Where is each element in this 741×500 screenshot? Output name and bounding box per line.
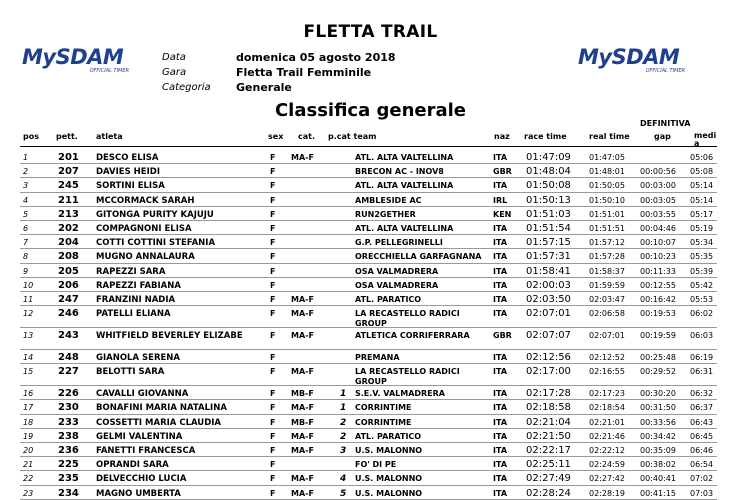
cell-media: 06:03 xyxy=(690,331,714,341)
cell-sex: F xyxy=(270,266,276,276)
cell-media: 06:19 xyxy=(690,353,714,363)
cell-pos: 5 xyxy=(23,209,29,219)
cell-gap: 00:04:46 xyxy=(640,223,676,233)
cell-naz: ITA xyxy=(493,389,508,399)
cell-pcat: 1 xyxy=(340,389,347,400)
cell-real-time: 02:06:58 xyxy=(589,309,625,319)
cell-gap: 00:03:05 xyxy=(640,195,676,205)
cell-sex: F xyxy=(270,252,276,262)
cell-atleta: FRANZINI NADIA xyxy=(96,294,176,305)
cell-atleta: GELMI VALENTINA xyxy=(96,431,183,442)
cell-pett: 201 xyxy=(58,152,79,163)
cell-race-time: 01:48:04 xyxy=(526,166,571,178)
data-label: Data xyxy=(162,52,186,63)
cell-naz: GBR xyxy=(493,331,512,341)
cell-pos: 4 xyxy=(23,195,29,205)
cell-pcat: 4 xyxy=(340,474,347,485)
cell-real-time: 01:50:10 xyxy=(589,195,625,205)
col-header-real-time: real time xyxy=(589,132,630,141)
table-row xyxy=(0,193,741,207)
table-row xyxy=(0,306,741,328)
cell-cat: MB-F xyxy=(291,389,314,399)
cell-real-time: 01:57:28 xyxy=(589,252,625,262)
cell-atleta: COMPAGNONI ELISA xyxy=(96,223,192,234)
cell-media: 05:39 xyxy=(690,266,714,276)
status-badge: DEFINITIVA xyxy=(640,119,691,128)
cell-gap: 00:35:09 xyxy=(640,446,676,455)
cell-cat: MA-F xyxy=(291,153,314,162)
cell-media: 05:14 xyxy=(690,181,714,191)
cell-pos: 7 xyxy=(23,238,29,248)
mysdam-logo-left xyxy=(22,46,147,74)
cell-race-time: 02:17:28 xyxy=(526,388,571,400)
cell-atleta: GIANOLA SERENA xyxy=(96,353,180,364)
cell-media: 06:37 xyxy=(690,403,714,413)
cell-cat: MB-F xyxy=(291,417,314,427)
cell-real-time: 02:24:59 xyxy=(589,460,625,470)
cell-sex: F xyxy=(270,417,276,427)
cell-pett: 235 xyxy=(58,473,79,485)
col-header-atleta: atleta xyxy=(96,132,123,141)
cell-cat: MA-F xyxy=(291,446,314,455)
cell-sex: F xyxy=(270,331,276,341)
cell-atleta: BONAFINI MARIA NATALINA xyxy=(96,403,227,414)
cell-cat: MA-F xyxy=(291,294,314,304)
cell-team: FO' DI PE xyxy=(355,460,397,470)
logo-text: MySDAM xyxy=(578,45,680,69)
cell-atleta: SORTINI ELISA xyxy=(96,181,165,192)
cell-real-time: 02:22:12 xyxy=(589,446,625,455)
cell-naz: IRL xyxy=(493,195,508,205)
cell-pos: 11 xyxy=(23,294,34,304)
cell-pett: 205 xyxy=(58,265,79,277)
cell-pcat: 1 xyxy=(340,403,347,414)
cell-naz: KEN xyxy=(493,209,512,219)
cell-race-time: 01:51:54 xyxy=(526,222,571,234)
cell-race-time: 02:18:58 xyxy=(526,402,571,414)
data-value: domenica 05 agosto 2018 xyxy=(236,51,396,64)
cell-real-time: 02:03:47 xyxy=(589,294,625,304)
gara-label: Gara xyxy=(162,67,187,78)
cell-atleta: GITONGA PURITY KAJUJU xyxy=(96,209,214,220)
cell-gap: 00:41:15 xyxy=(640,488,676,498)
cell-pett: 233 xyxy=(58,416,79,428)
cell-cat: MA-F xyxy=(291,431,314,441)
cell-pett: 213 xyxy=(58,208,79,220)
cell-pos: 23 xyxy=(23,488,34,498)
cell-gap: 00:03:00 xyxy=(640,181,676,191)
cell-pos: 18 xyxy=(23,417,34,427)
page-heading: Classifica generale xyxy=(274,100,467,121)
cell-pos: 16 xyxy=(23,389,34,399)
cell-team: AMBLESIDE AC xyxy=(355,195,422,205)
cell-team: S.E.V. VALMADRERA xyxy=(355,389,445,399)
table-row xyxy=(0,457,741,471)
cell-naz: ITA xyxy=(493,181,508,191)
cell-team: OSA VALMADRERA xyxy=(355,280,439,290)
cell-pett: 225 xyxy=(58,459,79,471)
cell-sex: F xyxy=(270,280,276,290)
cell-pos: 12 xyxy=(23,309,34,319)
cell-team: U.S. MALONNO xyxy=(355,446,423,455)
cell-race-time: 02:07:07 xyxy=(526,330,571,342)
table-row xyxy=(0,443,741,457)
cell-team: ATL. ALTA VALTELLINA xyxy=(355,153,454,162)
cell-gap: 00:11:33 xyxy=(640,266,676,276)
cell-race-time: 01:57:31 xyxy=(526,251,571,263)
cell-media: 06:43 xyxy=(690,417,714,427)
cell-gap: 00:00:56 xyxy=(640,167,676,177)
cell-sex: F xyxy=(270,309,276,319)
cell-media: 06:46 xyxy=(690,446,714,455)
table-row xyxy=(0,429,741,443)
cell-cat: MA-F xyxy=(291,309,314,319)
cell-race-time: 02:25:11 xyxy=(526,459,571,471)
cell-real-time: 01:51:51 xyxy=(589,223,625,233)
cell-atleta: COSSETTI MARIA CLAUDIA xyxy=(96,417,221,428)
cell-atleta: FANETTI FRANCESCA xyxy=(96,446,196,456)
col-header-naz: naz xyxy=(494,132,510,141)
cell-sex: F xyxy=(270,167,276,177)
cell-naz: ITA xyxy=(493,417,508,427)
cell-naz: ITA xyxy=(493,353,508,363)
cell-atleta: BELOTTI SARA xyxy=(96,367,165,378)
col-header-race-time: race time xyxy=(524,132,567,141)
mysdam-logo-right xyxy=(578,46,703,74)
cell-race-time: 02:21:50 xyxy=(526,430,571,442)
results-table xyxy=(0,150,741,500)
cell-sex: F xyxy=(270,389,276,399)
cell-race-time: 02:28:24 xyxy=(526,487,571,499)
cell-media: 06:02 xyxy=(690,309,714,319)
cell-sex: F xyxy=(270,488,276,498)
cell-pos: 2 xyxy=(23,167,29,177)
cell-pett: 245 xyxy=(58,180,79,192)
cell-pett: 211 xyxy=(58,194,79,206)
cell-naz: ITA xyxy=(493,280,508,290)
cell-pos: 6 xyxy=(23,223,29,233)
cell-naz: ITA xyxy=(493,238,508,248)
table-row xyxy=(0,350,741,364)
cell-atleta: OPRANDI SARA xyxy=(96,460,169,471)
cell-pos: 14 xyxy=(23,353,34,363)
cell-cat: MA-F xyxy=(291,403,314,413)
cell-pett: 204 xyxy=(58,237,79,249)
cell-naz: GBR xyxy=(493,167,512,177)
cell-naz: ITA xyxy=(493,294,508,304)
cell-atleta: RAPEZZI FABIANA xyxy=(96,280,181,291)
cell-team: ATLETICA CORRIFERRARA xyxy=(355,331,470,341)
categoria-value: Generale xyxy=(236,81,292,94)
col-header-media: medi a xyxy=(694,131,717,148)
cell-real-time: 01:51:01 xyxy=(589,209,625,219)
table-row xyxy=(0,364,741,386)
cell-atleta: DAVIES HEIDI xyxy=(96,167,160,178)
cell-race-time: 02:12:56 xyxy=(526,352,571,364)
table-row xyxy=(0,207,741,221)
table-row xyxy=(0,235,741,249)
logo-text: MySDAM xyxy=(22,45,124,69)
cell-pett: 234 xyxy=(58,487,79,499)
cell-real-time: 01:59:59 xyxy=(589,280,625,290)
cell-team: OSA VALMADRERA xyxy=(355,266,439,276)
header-divider xyxy=(20,146,717,147)
cell-team: ATL. ALTA VALTELLINA xyxy=(355,223,454,233)
cell-team: ATL. PARATICO xyxy=(355,431,422,441)
cell-race-time: 02:03:50 xyxy=(526,293,571,305)
cell-team: CORRINTIME xyxy=(355,403,412,413)
cell-sex: F xyxy=(270,367,276,377)
cell-pos: 20 xyxy=(23,446,34,455)
cell-naz: ITA xyxy=(493,488,508,498)
cell-media: 05:34 xyxy=(690,238,714,248)
cell-media: 05:06 xyxy=(690,153,714,162)
cell-team: RUN2GETHER xyxy=(355,209,416,219)
cell-race-time: 01:50:13 xyxy=(526,194,571,206)
cell-team: G.P. PELLEGRINELLI xyxy=(355,238,443,248)
cell-media: 06:54 xyxy=(690,460,714,470)
cell-pos: 1 xyxy=(23,153,29,162)
cell-naz: ITA xyxy=(493,403,508,413)
cell-gap: 00:19:59 xyxy=(640,331,676,341)
cell-naz: ITA xyxy=(493,446,508,455)
cell-naz: ITA xyxy=(493,266,508,276)
table-row xyxy=(0,249,741,263)
cell-gap: 00:29:52 xyxy=(640,367,676,377)
categoria-label: Categoria xyxy=(162,82,211,93)
cell-naz: ITA xyxy=(493,223,508,233)
cell-cat: MA-F xyxy=(291,474,314,484)
cell-sex: F xyxy=(270,431,276,441)
col-header-pcat-team: p.cat team xyxy=(328,132,377,141)
cell-gap: 00:25:48 xyxy=(640,353,676,363)
cell-pett: 248 xyxy=(58,352,79,364)
cell-team: ATL. ALTA VALTELLINA xyxy=(355,181,454,191)
cell-media: 05:35 xyxy=(690,252,714,262)
cell-pett: 227 xyxy=(58,366,79,378)
cell-pos: 19 xyxy=(23,431,34,441)
cell-gap: 00:19:53 xyxy=(640,309,676,319)
cell-team: PREMANA xyxy=(355,353,400,363)
cell-atleta: PATELLI ELIANA xyxy=(96,309,171,320)
cell-race-time: 02:22:17 xyxy=(526,445,571,456)
table-row xyxy=(0,178,741,192)
cell-naz: ITA xyxy=(493,431,508,441)
cell-race-time: 02:07:01 xyxy=(526,308,571,320)
gara-value: Fletta Trail Femminile xyxy=(236,66,372,79)
cell-pett: 206 xyxy=(58,279,79,291)
cell-team: U.S. MALONNO xyxy=(355,474,423,484)
cell-sex: F xyxy=(270,403,276,413)
table-row xyxy=(0,278,741,292)
cell-pos: 21 xyxy=(23,460,34,470)
cell-media: 06:32 xyxy=(690,389,714,399)
table-row xyxy=(0,292,741,306)
cell-atleta: COTTI COTTINI STEFANIA xyxy=(96,238,216,249)
cell-atleta: WHITFIELD BEVERLEY ELIZABE xyxy=(96,331,243,342)
cell-gap: 00:12:55 xyxy=(640,280,676,290)
cell-real-time: 02:28:19 xyxy=(589,488,625,498)
cell-media: 05:53 xyxy=(690,294,714,304)
cell-pett: 246 xyxy=(58,308,79,320)
cell-pett: 208 xyxy=(58,251,79,263)
cell-team: LA RECASTELLO RADICI GROUP xyxy=(355,367,460,387)
event-title: FLETTA TRAIL xyxy=(303,22,438,42)
cell-media: 05:19 xyxy=(690,223,714,233)
cell-real-time: 02:27:42 xyxy=(589,474,625,484)
cell-gap: 00:30:20 xyxy=(640,389,676,399)
cell-pcat: 2 xyxy=(340,431,347,442)
col-header-cat: cat. xyxy=(298,132,316,141)
cell-real-time: 01:58:37 xyxy=(589,266,625,276)
cell-gap: 00:31:50 xyxy=(640,403,676,413)
cell-sex: F xyxy=(270,223,276,233)
cell-sex: F xyxy=(270,209,276,219)
cell-race-time: 02:27:49 xyxy=(526,473,571,485)
cell-media: 05:42 xyxy=(690,280,714,290)
cell-media: 07:02 xyxy=(690,474,714,484)
cell-atleta: CAVALLI GIOVANNA xyxy=(96,389,189,400)
cell-real-time: 01:50:05 xyxy=(589,181,625,191)
cell-race-time: 01:47:09 xyxy=(526,152,571,163)
cell-pcat: 5 xyxy=(340,488,347,499)
cell-race-time: 02:17:00 xyxy=(526,366,571,378)
cell-pett: 202 xyxy=(58,222,79,234)
cell-pcat: 3 xyxy=(340,446,347,456)
logo-subtext: OFFICIAL TIMER xyxy=(89,68,129,74)
cell-atleta: MAGNO UMBERTA xyxy=(96,488,181,499)
cell-naz: ITA xyxy=(493,474,508,484)
cell-gap: 00:38:02 xyxy=(640,460,676,470)
cell-pos: 17 xyxy=(23,403,34,413)
col-header-gap: gap xyxy=(654,132,671,141)
cell-pett: 238 xyxy=(58,430,79,442)
cell-team: LA RECASTELLO RADICI GROUP xyxy=(355,309,460,329)
table-row xyxy=(0,486,741,500)
cell-real-time: 02:21:46 xyxy=(589,431,625,441)
logo-subtext: OFFICIAL TIMER xyxy=(645,68,685,74)
cell-real-time: 02:21:01 xyxy=(589,417,625,427)
cell-gap: 00:16:42 xyxy=(640,294,676,304)
cell-naz: ITA xyxy=(493,309,508,319)
cell-sex: F xyxy=(270,353,276,363)
cell-pett: 226 xyxy=(58,388,79,400)
cell-atleta: MCCORMACK SARAH xyxy=(96,195,195,206)
cell-media: 06:45 xyxy=(690,431,714,441)
table-row xyxy=(0,264,741,278)
cell-team: U.S. MALONNO xyxy=(355,488,423,498)
cell-pos: 10 xyxy=(23,280,34,290)
cell-sex: F xyxy=(270,294,276,304)
cell-media: 05:17 xyxy=(690,209,714,219)
cell-cat: MA-F xyxy=(291,331,314,341)
cell-naz: ITA xyxy=(493,460,508,470)
cell-pos: 9 xyxy=(23,266,29,276)
cell-race-time: 01:57:15 xyxy=(526,237,571,249)
cell-pos: 13 xyxy=(23,331,34,341)
cell-team: ATL. PARATICO xyxy=(355,294,422,304)
cell-team: ORECCHIELLA GARFAGNANA xyxy=(355,252,482,262)
cell-real-time: 01:48:01 xyxy=(589,167,625,177)
cell-media: 05:14 xyxy=(690,195,714,205)
cell-race-time: 01:51:03 xyxy=(526,208,571,220)
cell-atleta: DESCO ELISA xyxy=(96,153,159,163)
table-row xyxy=(0,164,741,178)
cell-media: 06:31 xyxy=(690,367,714,377)
col-header-sex: sex xyxy=(268,132,284,141)
cell-real-time: 02:17:23 xyxy=(589,389,625,399)
table-row xyxy=(0,328,741,350)
cell-pett: 247 xyxy=(58,293,79,305)
cell-sex: F xyxy=(270,446,276,455)
table-row xyxy=(0,386,741,400)
cell-sex: F xyxy=(270,238,276,248)
cell-gap: 00:33:56 xyxy=(640,417,676,427)
cell-gap: 00:40:41 xyxy=(640,474,676,484)
cell-sex: F xyxy=(270,181,276,191)
table-row xyxy=(0,471,741,485)
cell-pos: 15 xyxy=(23,367,34,377)
cell-gap: 00:10:23 xyxy=(640,252,676,262)
cell-real-time: 02:07:01 xyxy=(589,331,625,341)
cell-real-time: 02:12:52 xyxy=(589,353,625,363)
cell-cat: MA-F xyxy=(291,488,314,498)
cell-gap: 00:34:42 xyxy=(640,431,676,441)
cell-race-time: 02:00:03 xyxy=(526,279,571,291)
cell-pos: 8 xyxy=(23,252,29,262)
cell-sex: F xyxy=(270,195,276,205)
cell-sex: F xyxy=(270,460,276,470)
cell-media: 07:03 xyxy=(690,488,714,498)
cell-race-time: 01:58:41 xyxy=(526,265,571,277)
col-header-pos: pos xyxy=(23,132,39,141)
table-row xyxy=(0,150,741,164)
table-row xyxy=(0,415,741,429)
cell-naz: ITA xyxy=(493,153,508,162)
cell-real-time: 01:47:05 xyxy=(589,153,625,162)
cell-atleta: RAPEZZI SARA xyxy=(96,266,166,277)
table-row xyxy=(0,400,741,414)
cell-sex: F xyxy=(270,153,276,162)
table-row xyxy=(0,221,741,235)
cell-media: 05:08 xyxy=(690,167,714,177)
cell-team: BRECON AC - INOV8 xyxy=(355,167,444,177)
cell-atleta: DELVECCHIO LUCIA xyxy=(96,474,187,485)
cell-pos: 22 xyxy=(23,474,34,484)
cell-pett: 243 xyxy=(58,330,79,342)
cell-atleta: MUGNO ANNALAURA xyxy=(96,252,195,263)
cell-pett: 207 xyxy=(58,166,79,178)
cell-pos: 3 xyxy=(23,181,29,191)
cell-sex: F xyxy=(270,474,276,484)
cell-pett: 236 xyxy=(58,445,79,456)
cell-race-time: 01:50:08 xyxy=(526,180,571,192)
cell-pett: 230 xyxy=(58,402,79,414)
cell-real-time: 01:57:12 xyxy=(589,238,625,248)
cell-real-time: 02:16:55 xyxy=(589,367,625,377)
cell-naz: ITA xyxy=(493,252,508,262)
cell-team: CORRINTIME xyxy=(355,417,412,427)
cell-cat: MA-F xyxy=(291,367,314,377)
cell-real-time: 02:18:54 xyxy=(589,403,625,413)
cell-gap: 00:03:55 xyxy=(640,209,676,219)
cell-pcat: 2 xyxy=(340,417,347,428)
cell-race-time: 02:21:04 xyxy=(526,416,571,428)
cell-gap: 00:10:07 xyxy=(640,238,676,248)
col-header-pett: pett. xyxy=(56,132,78,141)
cell-naz: ITA xyxy=(493,367,508,377)
